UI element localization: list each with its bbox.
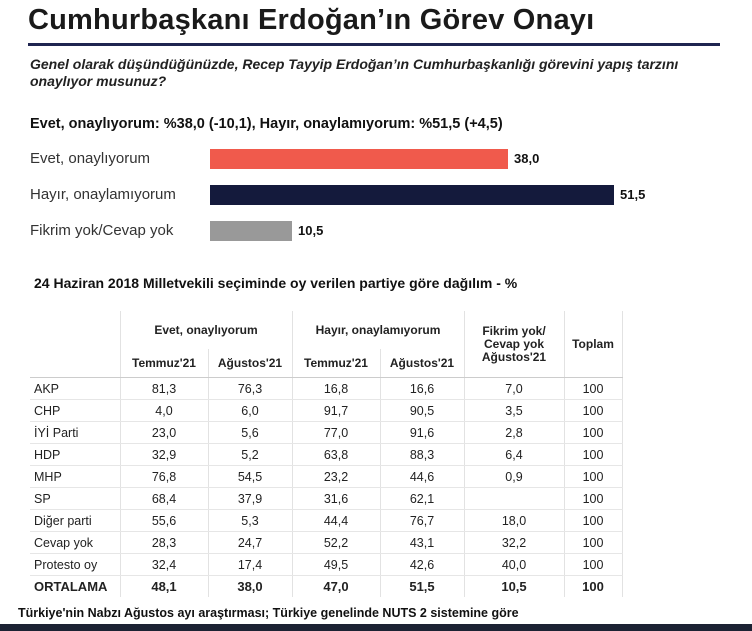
bar-value-label: 10,5 bbox=[298, 223, 324, 238]
month-header: Ağustos'21 bbox=[208, 349, 292, 378]
value-cell: 77,0 bbox=[292, 422, 380, 444]
value-cell: 2,8 bbox=[464, 422, 564, 444]
party-name-cell: SP bbox=[30, 488, 120, 510]
party-name-cell: Protesto oy bbox=[30, 554, 120, 576]
party-name-cell: İYİ Parti bbox=[30, 422, 120, 444]
bar-row bbox=[30, 184, 730, 206]
value-cell: 63,8 bbox=[292, 444, 380, 466]
value-cell: 51,5 bbox=[380, 576, 464, 598]
group-header-hayir: Hayır, onaylamıyorum bbox=[292, 311, 464, 349]
value-cell: 28,3 bbox=[120, 532, 208, 554]
value-cell: 76,3 bbox=[208, 378, 292, 400]
value-cell: 5,6 bbox=[208, 422, 292, 444]
table-row bbox=[30, 554, 622, 576]
value-cell: 32,2 bbox=[464, 532, 564, 554]
value-cell: 100 bbox=[564, 400, 622, 422]
month-header: Temmuz'21 bbox=[292, 349, 380, 378]
value-cell: 81,3 bbox=[120, 378, 208, 400]
party-name-cell: Cevap yok bbox=[30, 532, 120, 554]
bar bbox=[210, 149, 508, 169]
value-cell: 23,2 bbox=[292, 466, 380, 488]
party-name-cell: CHP bbox=[30, 400, 120, 422]
bar-row bbox=[30, 220, 730, 242]
bar-category-label: Evet, onaylıyorum bbox=[30, 150, 151, 167]
value-cell: 23,0 bbox=[120, 422, 208, 444]
table-subtitle: 24 Haziran 2018 Milletvekili seçiminde oy verilen partiye göre dağılım - % bbox=[34, 275, 518, 291]
value-cell: 6,4 bbox=[464, 444, 564, 466]
party-name-cell: HDP bbox=[30, 444, 120, 466]
bottom-strip bbox=[0, 624, 752, 631]
value-cell: 47,0 bbox=[292, 576, 380, 598]
average-row bbox=[30, 576, 622, 598]
value-cell: 100 bbox=[564, 532, 622, 554]
footnote: Türkiye'nin Nabzı Ağustos ayı araştırması; Türkiye genelinde NUTS 2 sistemine göre bbox=[18, 606, 519, 620]
value-cell: 100 bbox=[564, 510, 622, 532]
value-cell: 37,9 bbox=[208, 488, 292, 510]
group-header-toplam: Toplam bbox=[564, 311, 622, 378]
value-cell: 100 bbox=[564, 554, 622, 576]
approval-summary: Evet, onaylıyorum: %38,0 (-10,1), Hayır, onaylamıyorum: %51,5 (+4,5) bbox=[30, 116, 503, 132]
value-cell: 100 bbox=[564, 488, 622, 510]
bar bbox=[210, 221, 292, 241]
value-cell: 10,5 bbox=[464, 576, 564, 598]
table-row bbox=[30, 400, 622, 422]
party-breakdown-table bbox=[30, 311, 623, 597]
value-cell: 68,4 bbox=[120, 488, 208, 510]
value-cell: 88,3 bbox=[380, 444, 464, 466]
value-cell: 24,7 bbox=[208, 532, 292, 554]
value-cell: 31,6 bbox=[292, 488, 380, 510]
table-row bbox=[30, 510, 622, 532]
value-cell: 44,6 bbox=[380, 466, 464, 488]
value-cell: 16,8 bbox=[292, 378, 380, 400]
table-row bbox=[30, 532, 622, 554]
bar-value-label: 51,5 bbox=[620, 187, 646, 202]
survey-question: Genel olarak düşündüğünüzde, Recep Tayyip Erdoğan’ın Cumhurbaşkanlığı görevini yapış tarzını onaylıyor musunuz? bbox=[30, 56, 679, 89]
value-cell: 38,0 bbox=[208, 576, 292, 598]
party-col-header bbox=[30, 311, 120, 349]
party-name-cell: AKP bbox=[30, 378, 120, 400]
value-cell: 18,0 bbox=[464, 510, 564, 532]
value-cell: 16,6 bbox=[380, 378, 464, 400]
value-cell: 91,6 bbox=[380, 422, 464, 444]
value-cell: 44,4 bbox=[292, 510, 380, 532]
month-header: Temmuz'21 bbox=[120, 349, 208, 378]
value-cell: 3,5 bbox=[464, 400, 564, 422]
value-cell: 100 bbox=[564, 422, 622, 444]
group-header-fikrim-yok: Fikrim yok/ Cevap yok Ağustos'21 bbox=[464, 311, 564, 378]
party-name-cell: ORTALAMA bbox=[30, 576, 120, 598]
value-cell bbox=[464, 488, 564, 510]
value-cell: 32,4 bbox=[120, 554, 208, 576]
value-cell: 49,5 bbox=[292, 554, 380, 576]
value-cell: 55,6 bbox=[120, 510, 208, 532]
value-cell: 100 bbox=[564, 444, 622, 466]
value-cell: 0,9 bbox=[464, 466, 564, 488]
bar-category-label: Fikrim yok/Cevap yok bbox=[30, 222, 174, 239]
value-cell: 32,9 bbox=[120, 444, 208, 466]
value-cell: 52,2 bbox=[292, 532, 380, 554]
bar-value-label: 38,0 bbox=[514, 151, 540, 166]
table-row bbox=[30, 444, 622, 466]
value-cell: 100 bbox=[564, 466, 622, 488]
title-divider bbox=[28, 43, 720, 46]
value-cell: 43,1 bbox=[380, 532, 464, 554]
party-name-cell: MHP bbox=[30, 466, 120, 488]
month-header: Ağustos'21 bbox=[380, 349, 464, 378]
value-cell: 7,0 bbox=[464, 378, 564, 400]
table-row bbox=[30, 488, 622, 510]
value-cell: 5,2 bbox=[208, 444, 292, 466]
value-cell: 90,5 bbox=[380, 400, 464, 422]
party-name-cell: Diğer parti bbox=[30, 510, 120, 532]
table-row bbox=[30, 378, 622, 400]
bar bbox=[210, 185, 614, 205]
value-cell: 76,7 bbox=[380, 510, 464, 532]
group-header-evet: Evet, onaylıyorum bbox=[120, 311, 292, 349]
value-cell: 54,5 bbox=[208, 466, 292, 488]
value-cell: 17,4 bbox=[208, 554, 292, 576]
table-row bbox=[30, 466, 622, 488]
table-row bbox=[30, 422, 622, 444]
value-cell: 40,0 bbox=[464, 554, 564, 576]
value-cell: 62,1 bbox=[380, 488, 464, 510]
value-cell: 100 bbox=[564, 378, 622, 400]
value-cell: 76,8 bbox=[120, 466, 208, 488]
value-cell: 48,1 bbox=[120, 576, 208, 598]
value-cell: 91,7 bbox=[292, 400, 380, 422]
page-title: Cumhurbaşkanı Erdoğan’ın Görev Onayı bbox=[28, 4, 595, 36]
value-cell: 42,6 bbox=[380, 554, 464, 576]
bar-category-label: Hayır, onaylamıyorum bbox=[30, 186, 176, 203]
bar-row bbox=[30, 148, 730, 170]
value-cell: 6,0 bbox=[208, 400, 292, 422]
value-cell: 5,3 bbox=[208, 510, 292, 532]
value-cell: 100 bbox=[564, 576, 622, 598]
value-cell: 4,0 bbox=[120, 400, 208, 422]
party-col-subheader bbox=[30, 349, 120, 378]
